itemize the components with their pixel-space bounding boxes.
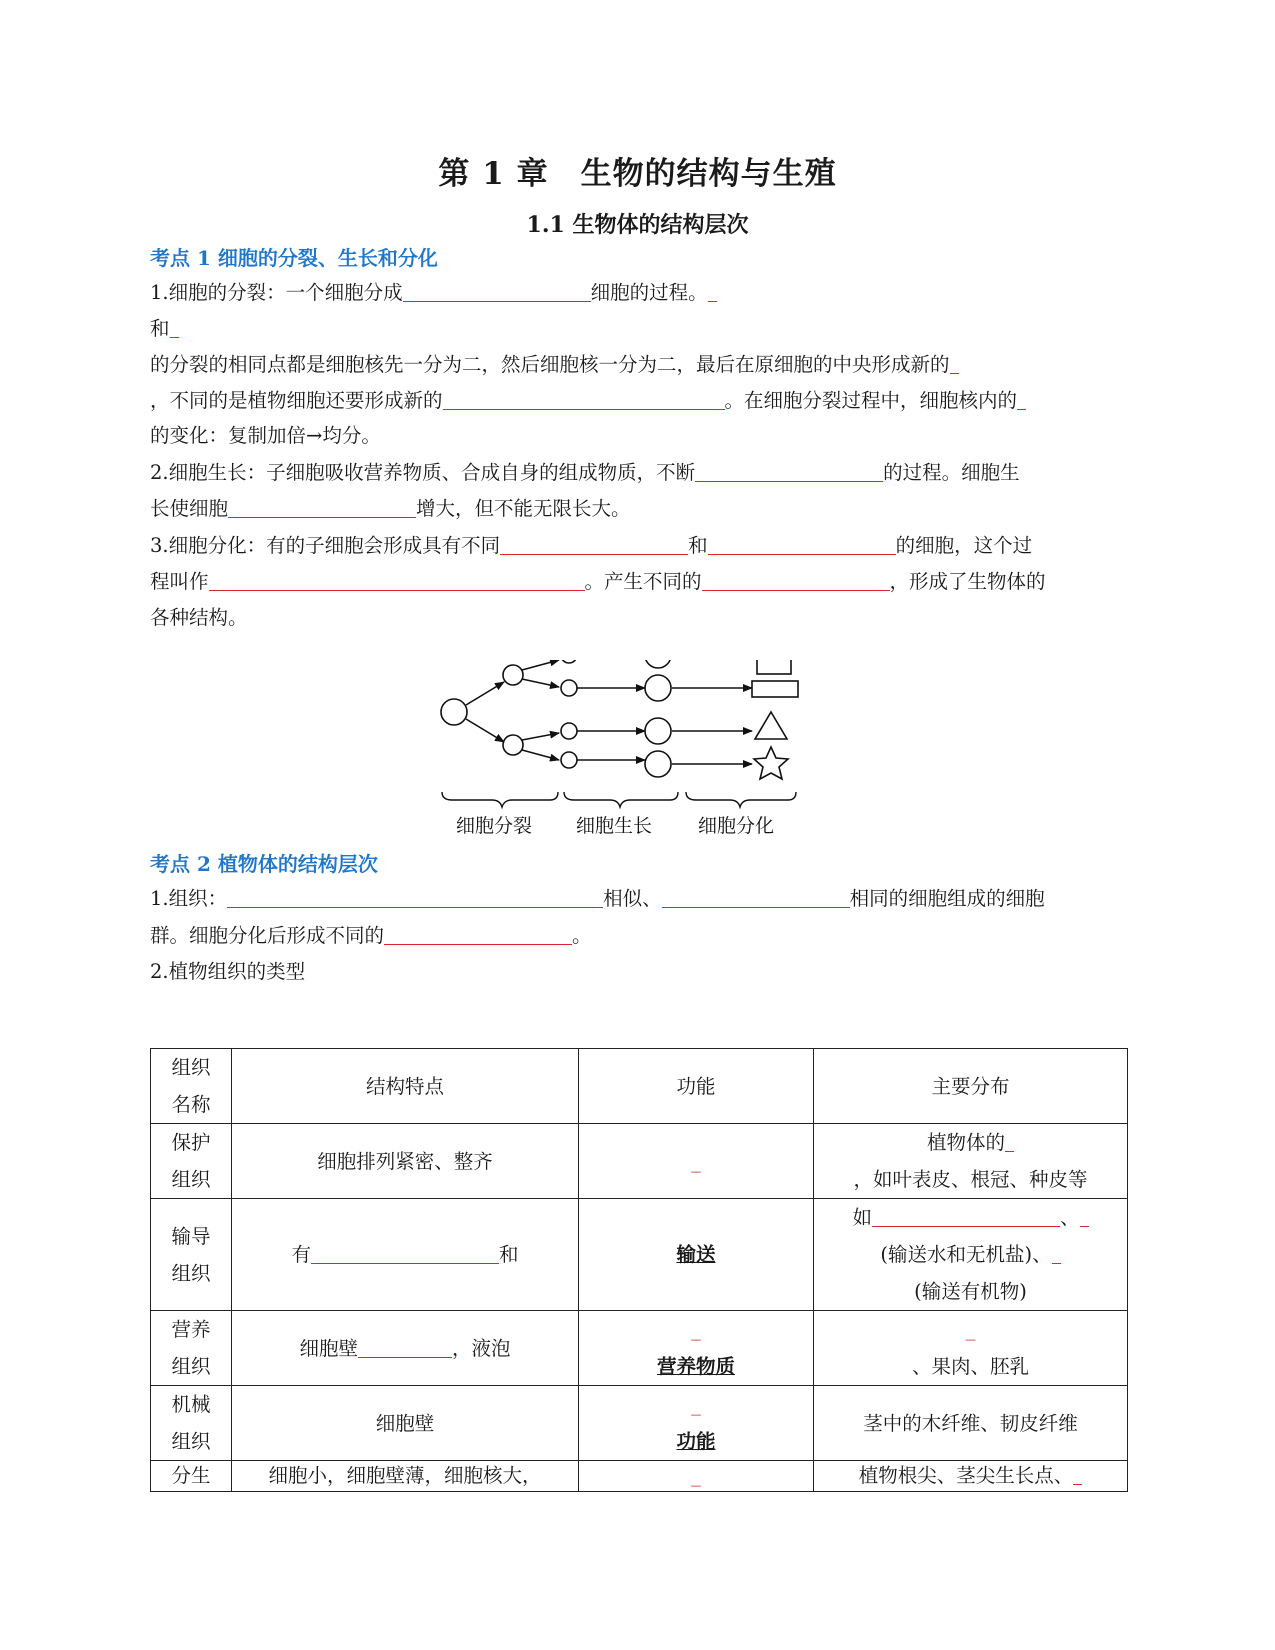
text: 的分裂的相同点都是细胞核先一分为二，然后细胞核一分为二，最后在原细胞的中央形成新的 — [150, 353, 950, 376]
distribution-cell: 如 、 (输送水和无机盐)、 (输送有机物) — [814, 1199, 1128, 1311]
text: ，形成了生物体的 — [889, 570, 1046, 593]
answer-blank[interactable] — [403, 281, 591, 302]
brace-growth — [564, 792, 678, 807]
answer-blank[interactable] — [1080, 1206, 1089, 1227]
triangle-cell — [755, 712, 787, 739]
answer-blank[interactable] — [170, 317, 179, 338]
grown-cell — [645, 718, 671, 744]
tissue-name: 保护 组织 — [151, 1124, 232, 1199]
text: 长使细胞 — [150, 497, 229, 520]
small-cell — [561, 723, 577, 739]
answer-blank[interactable] — [708, 534, 896, 555]
rectangle-cell — [752, 681, 798, 697]
answer-blank[interactable] — [500, 534, 688, 555]
text: 增大，但不能无限长大。 — [416, 497, 631, 520]
text: 相似、 — [603, 887, 662, 910]
function-cell — [579, 1124, 814, 1199]
function-value: 营养物质 — [656, 1355, 735, 1378]
answer-blank[interactable] — [708, 281, 717, 302]
table-row — [151, 1386, 1128, 1461]
answer-blank[interactable] — [872, 1206, 1060, 1227]
function-cell — [579, 1199, 814, 1311]
key-point-1-title: 考点 1 细胞的分裂、生长和分化 — [150, 246, 438, 270]
structure-cell: 细胞排列紧密、整齐 — [232, 1124, 579, 1199]
kp1-line-5: 的变化：复制加倍→均分。 — [150, 424, 381, 447]
kp1-line-7 — [150, 497, 631, 521]
answer-blank[interactable]: _ — [691, 1149, 701, 1173]
distribution-cell: 植物体的 ，如叶表皮、根冠、种皮等 — [814, 1124, 1128, 1199]
kp2-line-3: 2.植物组织的类型 — [150, 960, 306, 983]
small-cell — [561, 660, 577, 663]
grown-cell — [645, 675, 671, 701]
grown-cell — [645, 751, 671, 777]
table-row — [151, 1461, 1128, 1492]
header-tissue-name: 组织 名称 — [151, 1049, 232, 1124]
structure-cell: 细胞小，细胞壁薄，细胞核大， — [232, 1461, 579, 1492]
answer-blank[interactable]: _ — [691, 1393, 701, 1416]
grown-cell — [645, 660, 671, 668]
kp1-line-3 — [150, 353, 959, 377]
plant-tissue-table — [150, 1048, 1128, 1492]
answer-blank[interactable] — [227, 887, 603, 908]
function-cell — [579, 1311, 814, 1386]
text: 3.细胞分化：有的子细胞会形成具有不同 — [150, 534, 501, 557]
header-structure: 结构特点 — [232, 1049, 579, 1124]
answer-blank[interactable] — [228, 497, 416, 518]
table-row — [151, 1199, 1128, 1311]
structure-cell: 细胞壁 ，液泡 — [232, 1311, 579, 1386]
tissue-name: 营养 组织 — [151, 1311, 232, 1386]
answer-blank[interactable] — [311, 1243, 499, 1264]
cell-process-diagram — [440, 660, 870, 845]
answer-blank[interactable]: _ — [965, 1318, 976, 1341]
square-cell — [757, 660, 791, 674]
answer-blank[interactable] — [384, 924, 572, 945]
text: 。产生不同的 — [584, 570, 702, 593]
text: 群。细胞分化后形成不同的 — [150, 924, 385, 947]
tissue-name: 机械 组织 — [151, 1386, 232, 1461]
tissue-name: 输导 组织 — [151, 1199, 232, 1311]
answer-blank[interactable]: _ — [691, 1464, 701, 1487]
answer-blank[interactable] — [662, 887, 850, 908]
text: 相同的细胞组成的细胞 — [849, 887, 1045, 910]
distribution-cell: 植物根尖、茎尖生长点、 — [814, 1461, 1128, 1492]
function-value: 输送 — [676, 1243, 716, 1266]
answer-blank[interactable] — [950, 353, 959, 374]
table-row — [151, 1124, 1128, 1199]
answer-blank[interactable] — [1052, 1243, 1061, 1264]
kp1-line-4 — [150, 389, 1026, 413]
daughter-cell — [503, 665, 523, 685]
small-cell — [561, 680, 577, 696]
key-point-2-title: 考点 2 植物体的结构层次 — [150, 852, 378, 876]
tissue-name: 分生 — [151, 1461, 232, 1492]
text: 1.组织： — [150, 887, 228, 910]
answer-blank[interactable] — [209, 570, 585, 591]
text: ，不同的是植物细胞还要形成新的 — [150, 389, 443, 412]
text: 1.细胞的分裂：一个细胞分成 — [150, 281, 403, 304]
section-title: 1.1 生物体的结构层次 — [526, 212, 749, 238]
answer-blank[interactable] — [358, 1337, 452, 1358]
text: 和 — [688, 534, 708, 557]
text: 的过程。细胞生 — [883, 461, 1020, 484]
answer-blank[interactable]: _ — [691, 1318, 701, 1341]
brace-division — [442, 792, 558, 807]
kp1-line-6 — [150, 461, 1020, 485]
kp1-line-2 — [150, 317, 179, 341]
parent-cell — [441, 699, 467, 725]
kp1-line-9 — [150, 570, 1046, 594]
brace-differentiation — [686, 792, 796, 807]
distribution-cell: _ 、果肉、胚乳 — [814, 1311, 1128, 1386]
daughter-cell — [503, 735, 523, 755]
text: 。在细胞分裂过程中，细胞核内的 — [724, 389, 1018, 412]
answer-blank[interactable] — [443, 389, 725, 410]
function-cell — [579, 1386, 814, 1461]
text: 程叫作 — [150, 570, 209, 593]
answer-blank[interactable] — [1005, 1131, 1014, 1152]
kp1-line-8 — [150, 534, 1032, 558]
small-cell — [561, 752, 577, 768]
structure-cell: 有 和 — [232, 1199, 579, 1311]
structure-cell: 细胞壁 — [232, 1386, 579, 1461]
label-differentiation: 细胞分化 — [698, 815, 775, 837]
text: 和 — [150, 317, 170, 340]
kp2-line-2 — [150, 924, 592, 948]
kp1-line-10: 各种结构。 — [150, 606, 248, 629]
header-distribution: 主要分布 — [814, 1049, 1128, 1124]
text: 2.细胞生长：子细胞吸收营养物质、合成自身的组成物质，不断 — [150, 461, 696, 484]
text: 。 — [572, 924, 592, 947]
table-header-row — [151, 1049, 1128, 1124]
answer-blank[interactable] — [1017, 389, 1026, 410]
function-cell — [579, 1461, 814, 1492]
header-function: 功能 — [579, 1049, 814, 1124]
answer-blank[interactable] — [702, 570, 890, 591]
label-growth: 细胞生长 — [576, 815, 653, 837]
table-row — [151, 1311, 1128, 1386]
chapter-title: 第 1 章 生物的结构与生殖 — [438, 156, 837, 192]
function-value: 功能 — [676, 1430, 716, 1453]
distribution-cell: 茎中的木纤维、韧皮纤维 — [814, 1386, 1128, 1461]
star-cell — [754, 747, 788, 779]
text: 的细胞，这个过 — [895, 534, 1033, 557]
answer-blank[interactable] — [1073, 1464, 1082, 1485]
kp1-line-1 — [150, 281, 717, 305]
label-division: 细胞分裂 — [456, 815, 533, 837]
answer-blank[interactable] — [695, 461, 883, 482]
kp2-line-1 — [150, 887, 1045, 911]
text: 细胞的过程。 — [590, 281, 708, 304]
